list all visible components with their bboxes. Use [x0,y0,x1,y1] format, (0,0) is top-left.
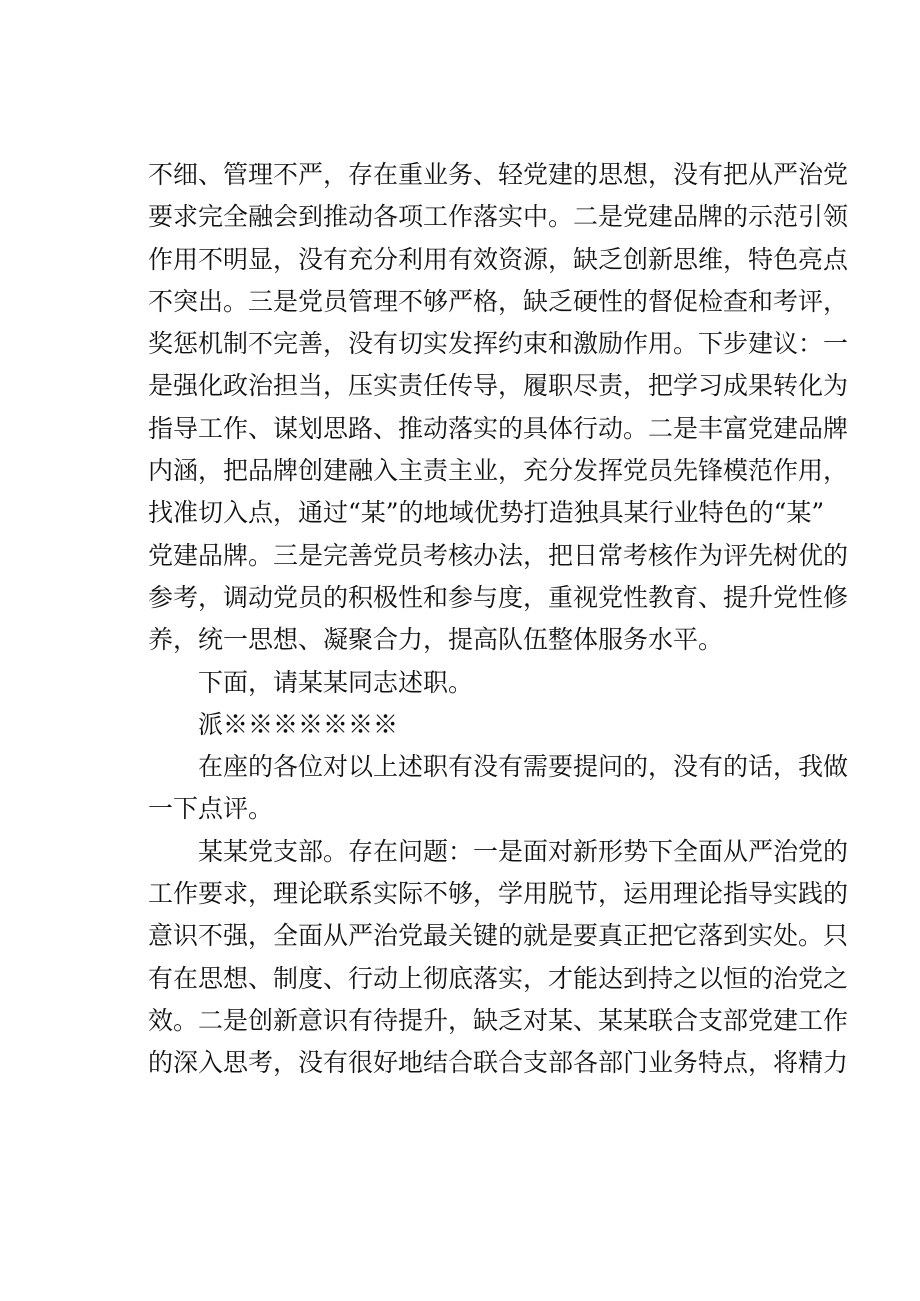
text-line: 奖惩机制不完善，没有切实发挥约束和激励作用。下步建议：一 [148,329,849,359]
document-body [148,154,849,1085]
text-line: 一下点评。 [148,794,274,824]
text-line: 作用不明显，没有充分利用有效资源，缺乏创新思维，特色亮点 [148,244,849,274]
text-line: 意识不强，全面从严治党最关键的就是要真正把它落到实处。只 [148,921,849,951]
text-line: 参考，调动党员的积极性和参与度，重视党性教育、提升党性修 [148,582,849,612]
text-line: 找准切入点，通过“某”的地域优势打造独具某行业特色的“某” [148,498,825,528]
text-line: 工作要求，理论联系实际不够，学用脱节，运用理论指导实践的 [148,879,849,909]
text-line: 指导工作、谋划思路、推动落实的具体行动。二是丰富党建品牌 [148,413,849,443]
text-line: 派※※※※※※※ [198,709,399,739]
text-line: 不细、管理不严，存在重业务、轻党建的思想，没有把从严治党 [148,160,849,189]
text-line: 是强化政治担当，压实责任传导，履职尽责，把学习成果转化为 [148,371,849,401]
text-line: 下面，请某某同志述职。 [198,667,474,697]
text-line: 的深入思考，没有很好地结合联合支部各部门业务特点，将精力 [148,1048,849,1078]
text-line: 有在思想、制度、行动上彻底落实，才能达到持之以恒的治党之 [148,963,849,993]
text-line: 要求完全融会到推动各项工作落实中。二是党建品牌的示范引领 [148,202,849,232]
text-line: 党建品牌。三是完善党员考核办法，把日常考核作为评先树优的 [148,540,849,570]
text-line: 某某党支部。存在问题：一是面对新形势下全面从严治党的 [198,836,849,866]
text-line: 不突出。三是党员管理不够严格，缺乏硬性的督促检查和考评， [148,286,849,316]
text-line: 效。二是创新意识有待提升，缺乏对某、某某联合支部党建工作 [148,1005,849,1035]
text-line: 在座的各位对以上述职有没有需要提问的，没有的话，我做 [198,752,849,782]
text-line: 养，统一思想、凝聚合力，提高队伍整体服务水平。 [148,625,724,655]
text-line: 内涵，把品牌创建融入主责主业，充分发挥党员先锋模范作用， [148,456,849,486]
